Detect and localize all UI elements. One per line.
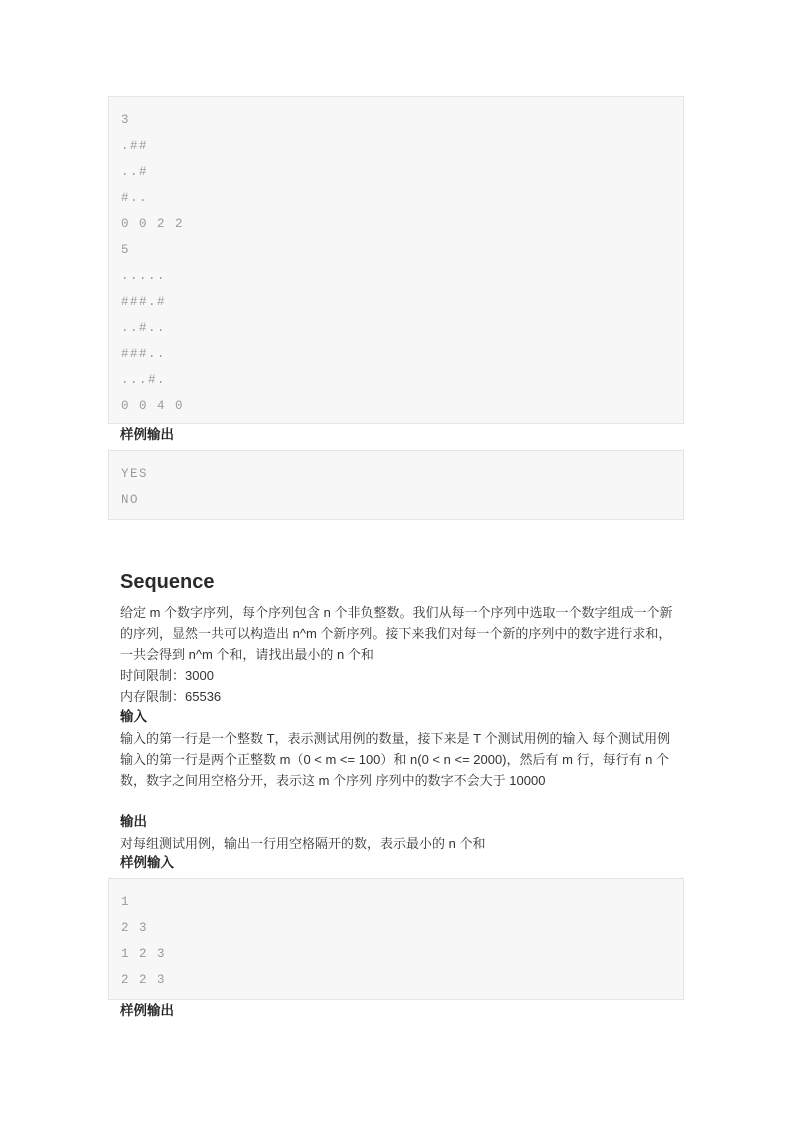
code-line: 5	[121, 243, 131, 257]
input-heading: 输入	[120, 709, 147, 724]
problem-title: Sequence	[120, 571, 215, 593]
sample-input-box-2	[108, 878, 684, 1000]
code-line: .....	[121, 269, 167, 283]
code-line: 2 3	[121, 921, 149, 935]
sample-input-box-1	[108, 96, 684, 424]
code-line: 1 2 3	[121, 947, 167, 961]
code-line: YES	[121, 467, 149, 481]
code-line: ..#	[121, 165, 149, 179]
sample-input-heading-2: 样例输入	[120, 855, 174, 870]
code-line: 0 0 4 0	[121, 399, 185, 413]
code-line: ..#..	[121, 321, 167, 335]
code-line: 2 2 3	[121, 973, 167, 987]
problem-description: 给定 m 个数字序列，每个序列包含 n 个非负整数。我们从每一个序列中选取一个数字组成一个新的序列，显然一共可以构造出 n^m 个新序列。接下来我们对每一个新的序列中的数字进行求和，一共会得到 n^m 个和，请找出最小的 n 个和	[120, 605, 673, 662]
code-line: #..	[121, 191, 149, 205]
code-line: .##	[121, 139, 149, 153]
code-line: 0 0 2 2	[121, 217, 185, 231]
output-heading: 输出	[120, 814, 147, 829]
code-line: ...#.	[121, 373, 167, 387]
code-line: ###.#	[121, 295, 167, 309]
sample-output-heading-1: 样例输出	[120, 427, 174, 442]
time-limit: 时间限制：3000	[120, 668, 214, 683]
code-line: 3	[121, 113, 131, 127]
output-description: 对每组测试用例，输出一行用空格隔开的数，表示最小的 n 个和	[120, 836, 486, 851]
sample-output-box-1	[108, 450, 684, 520]
code-line: NO	[121, 493, 140, 507]
memory-limit: 内存限制：65536	[120, 689, 222, 704]
sample-output-heading-2: 样例输出	[120, 1003, 174, 1018]
input-description: 输入的第一行是一个整数 T，表示测试用例的数量，接下来是 T 个测试用例的输入 每个测试用例输入的第一行是两个正整数 m（0 < m <= 100）和 n(0 < n <= 2000)，然后有 m 行，每行有 n 个数，数字之间用空格分开，表示这 m 个序列 序列中的数字不会大于 10000	[120, 731, 671, 788]
code-line: ###..	[121, 347, 167, 361]
code-line: 1	[121, 895, 131, 909]
